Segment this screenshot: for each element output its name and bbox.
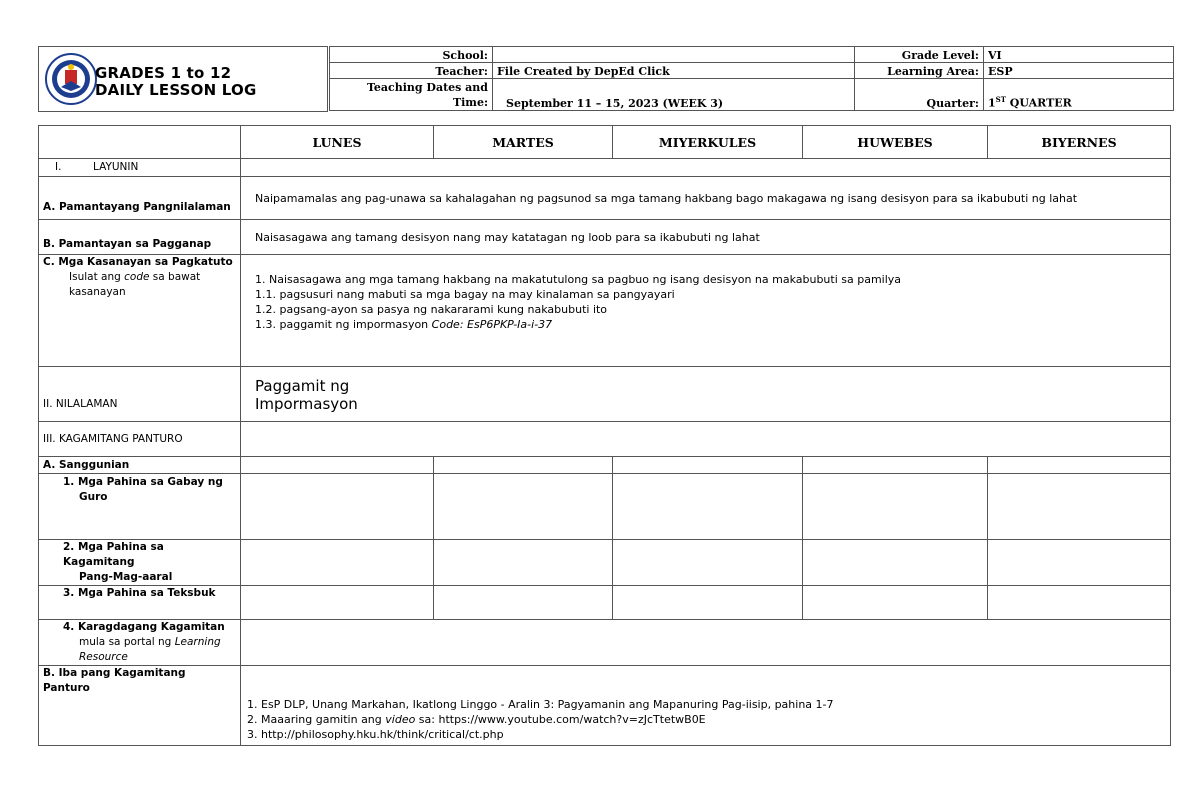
karagdagang-kagamitan-label: [39, 620, 241, 666]
grade-level-value: VI: [984, 47, 1174, 63]
gabay-guro-row: [39, 474, 1171, 540]
gabay-guro-cell-fri: [988, 474, 1171, 540]
kasanayan-instruction-1: Isulat ang: [69, 271, 125, 283]
quarter-text: QUARTER: [1005, 97, 1072, 110]
sanggunian-cell-fri: [988, 457, 1171, 474]
iba-pang-kagamitan-row: [39, 666, 1171, 746]
teacher-label: Teacher:: [330, 63, 493, 79]
pamantayan-pagganap-row: [39, 220, 1171, 255]
kagamitang-mag-aaral-row: [39, 540, 1171, 586]
kasanayan-line-1: 1. Naisasagawa ang mga tamang hakbang na makatutulong sa pagbuo ng isang desisyon na makabubuti sa pamilya: [255, 273, 902, 286]
karagdagang-kagamitan-content: [241, 620, 1171, 666]
teaching-dates-label-line1: Teaching Dates and: [366, 81, 488, 94]
lesson-info-table: [329, 46, 1174, 111]
quarter-number: 1: [988, 97, 996, 110]
title-line-2: DAILY LESSON LOG: [95, 81, 257, 99]
gabay-guro-label: [39, 474, 241, 540]
day-header-row: [39, 126, 1171, 159]
kasanayan-code: Code: EsP6PKP-Ia-i-37: [431, 318, 553, 331]
kagamitang-mag-aaral-label-1: 2. Mga Pahina sa Kagamitang: [63, 541, 164, 568]
day-monday: LUNES: [241, 126, 434, 159]
teksbuk-cell-mon: [241, 586, 434, 620]
layunin-row: [39, 159, 1171, 177]
karagdagang-kagamitan-label-1: 4. Karagdagang Kagamitan: [63, 621, 225, 633]
header-corner: [39, 126, 241, 159]
gabay-guro-cell-wed: [613, 474, 803, 540]
karagdagang-kagamitan-label-3: Resource: [79, 651, 128, 663]
lesson-log-table: [38, 125, 1171, 746]
day-tuesday: MARTES: [434, 126, 613, 159]
header-title-box: [38, 46, 328, 112]
layunin-text: LAYUNIN: [93, 161, 139, 173]
school-label: School:: [330, 47, 493, 63]
sanggunian-cell-thu: [803, 457, 988, 474]
nilalaman-row: [39, 367, 1171, 422]
sanggunian-row: [39, 457, 1171, 474]
iba-line-2-post: sa: https://www.youtube.com/watch?v=zJcTtetwB0E: [415, 713, 706, 726]
gabay-guro-cell-mon: [241, 474, 434, 540]
kasanayan-line-2: 1.1. pagsusuri nang mabuti sa mga bagay na may kinalaman sa pangyayari: [255, 288, 675, 301]
pamantayang-pangnilalaman-row: [39, 177, 1171, 220]
teaching-dates-label: [330, 79, 493, 111]
kasanayan-row: [39, 255, 1171, 367]
teksbuk-row: [39, 586, 1171, 620]
teksbuk-label: 3. Mga Pahina sa Teksbuk: [39, 586, 241, 620]
sanggunian-cell-mon: [241, 457, 434, 474]
sanggunian-label: A. Sanggunian: [39, 457, 241, 474]
pamantayang-pangnilalaman-content: Naipamamalas ang pag-unawa sa kahalagahan ng pagsunod sa mga tamang hakbang bago makagawa ng isang desisyon para sa ikabubuti ng lahat: [241, 177, 1171, 220]
nilalaman-label: II. NILALAMAN: [39, 367, 241, 422]
kasanayan-label: [39, 255, 241, 367]
iba-line-1: 1. EsP DLP, Unang Markahan, Ikatlong Linggo - Aralin 3: Pagyamanin ang Mapanuring Pag-iisip, pahina 1-7: [247, 698, 834, 711]
kasanayan-content: [241, 255, 1171, 367]
teaching-dates-value: September 11 – 15, 2023 (WEEK 3): [493, 79, 855, 111]
karagdagang-kagamitan-label-2: mula sa portal ng: [79, 636, 175, 648]
sanggunian-cell-tue: [434, 457, 613, 474]
learning-area-value: ESP: [984, 63, 1174, 79]
iba-line-2: [247, 712, 1166, 727]
nilalaman-line-2: Impormasyon: [255, 395, 358, 413]
day-thursday: HUWEBES: [803, 126, 988, 159]
school-value: [493, 47, 855, 63]
pamantayang-pangnilalaman-label: A. Pamantayang Pangnilalaman: [39, 177, 241, 220]
layunin-content: [241, 159, 1171, 177]
karagdagang-kagamitan-row: [39, 620, 1171, 666]
nilalaman-content: [241, 367, 1171, 422]
nilalaman-line-1: Paggamit ng: [255, 377, 350, 395]
teaching-dates-label-line2: Time:: [452, 96, 488, 109]
kasanayan-instruction-3: kasanayan: [69, 286, 126, 298]
pamantayan-pagganap-label: B. Pamantayan sa Pagganap: [39, 220, 241, 255]
day-wednesday: MIYERKULES: [613, 126, 803, 159]
kagamitan-row: [39, 422, 1171, 457]
gabay-guro-cell-thu: [803, 474, 988, 540]
iba-pang-kagamitan-label: B. Iba pang Kagamitang Panturo: [39, 666, 241, 746]
kagamitan-label: III. KAGAMITANG PANTURO: [39, 422, 241, 457]
day-friday: BIYERNES: [988, 126, 1171, 159]
kagamitang-mag-aaral-cell-mon: [241, 540, 434, 586]
gabay-guro-label-1: 1. Mga Pahina sa Gabay ng: [63, 476, 223, 488]
learning-area-label: Learning Area:: [855, 63, 984, 79]
kagamitang-mag-aaral-cell-fri: [988, 540, 1171, 586]
deped-seal-icon: [45, 53, 97, 105]
kasanayan-instruction: [43, 270, 236, 285]
kasanayan-title: C. Mga Kasanayan sa Pagkatuto: [43, 256, 233, 268]
iba-pang-kagamitan-content: [241, 666, 1171, 746]
gabay-guro-label-2: Guro: [79, 491, 108, 503]
kasanayan-instruction-code: code: [124, 271, 150, 283]
document-title: [95, 65, 257, 99]
kagamitang-mag-aaral-label-2: Pang-Mag-aaral: [79, 571, 173, 583]
iba-line-3: 3. http://philosophy.hku.hk/think/critical/ct.php: [247, 728, 504, 741]
kagamitang-mag-aaral-cell-thu: [803, 540, 988, 586]
kagamitang-mag-aaral-cell-wed: [613, 540, 803, 586]
quarter-suffix: ST: [995, 95, 1006, 105]
quarter-label: Quarter:: [855, 79, 984, 111]
karagdagang-kagamitan-label-2-italic: Learning: [174, 636, 221, 648]
iba-line-2-pre: 2. Maaaring gamitin ang: [247, 713, 386, 726]
teksbuk-cell-tue: [434, 586, 613, 620]
karagdagang-kagamitan-label-2-wrap: [63, 635, 236, 650]
kasanayan-instruction-2: sa bawat: [149, 271, 201, 283]
layunin-number: I.: [55, 161, 62, 173]
teksbuk-cell-fri: [988, 586, 1171, 620]
kasanayan-line-4-text: 1.3. paggamit ng impormasyon: [255, 318, 432, 331]
kagamitan-content: [241, 422, 1171, 457]
title-line-1: GRADES 1 to 12: [95, 64, 232, 82]
teksbuk-cell-thu: [803, 586, 988, 620]
teksbuk-cell-wed: [613, 586, 803, 620]
pamantayan-pagganap-content: Naisasagawa ang tamang desisyon nang may katatagan ng loob para sa ikabubuti ng lahat: [241, 220, 1171, 255]
kagamitang-mag-aaral-cell-tue: [434, 540, 613, 586]
grade-level-label: Grade Level:: [855, 47, 984, 63]
kagamitang-mag-aaral-label: [39, 540, 241, 586]
sanggunian-cell-wed: [613, 457, 803, 474]
layunin-label: [39, 159, 241, 177]
quarter-value: [984, 79, 1174, 111]
iba-line-2-italic: video: [385, 713, 416, 726]
teacher-value: File Created by DepEd Click: [493, 63, 855, 79]
gabay-guro-cell-tue: [434, 474, 613, 540]
kasanayan-line-3: 1.2. pagsang-ayon sa pasya ng nakararami kung nakabubuti ito: [255, 303, 608, 316]
kasanayan-line-4: [255, 317, 1166, 332]
